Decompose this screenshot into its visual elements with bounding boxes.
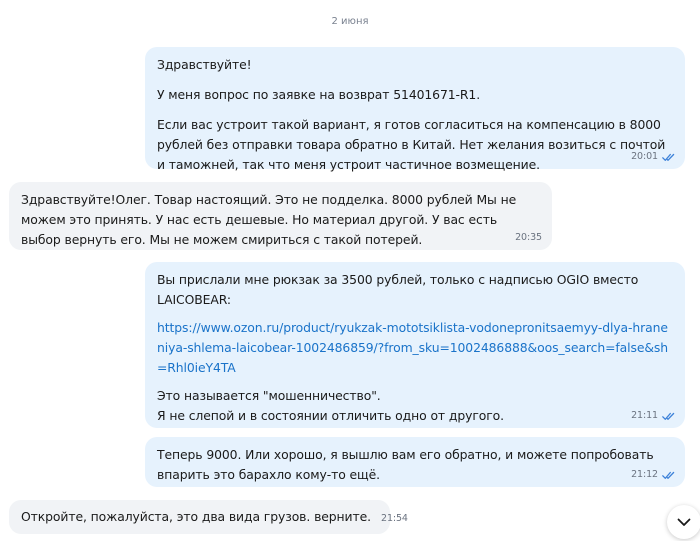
double-check-icon xyxy=(662,412,675,421)
scroll-to-bottom-button[interactable] xyxy=(667,505,700,539)
message-time: 21:12 xyxy=(631,469,658,480)
message-incoming[interactable] xyxy=(9,500,408,534)
chevron-down-icon xyxy=(677,518,691,527)
message-meta xyxy=(381,513,408,525)
message-text: Теперь 9000. Или хорошо, я вышлю вам его обратно, и можете попробовать впарить это барахло кому-то ещё. xyxy=(157,447,654,482)
date-separator: 2 июня xyxy=(331,16,369,27)
message-incoming[interactable] xyxy=(9,182,552,250)
message-time: 21:54 xyxy=(381,513,408,524)
double-check-icon xyxy=(662,471,675,480)
message-text: Я не слепой и в состоянии отличить одно от другого. xyxy=(157,408,504,423)
message-text: Здравствуйте! xyxy=(157,57,252,72)
message-meta xyxy=(515,232,542,244)
message-time: 20:35 xyxy=(515,232,542,243)
message-meta xyxy=(631,151,675,163)
message-text: Здравствуйте!Олег. Товар настоящий. Это не подделка. 8000 рублей Мы не можем это принять. У нас есть дешевые. Но материал другой. У вас есть выбор вернуть его. Мы не можем смириться с такой потерей. xyxy=(21,192,517,247)
message-meta xyxy=(631,469,675,481)
message-outgoing[interactable] xyxy=(145,47,685,172)
message-text: Если вас устроит такой вариант, я готов согласиться на компенсацию в 8000 рублей без отправки товара обратно в Китай. Нет желания возиться с почтой и таможней, так что меня устроит частичное возмещение. xyxy=(157,117,666,172)
message-text: Откройте, пожалуйста, это два вида грузов. верните. xyxy=(21,509,371,524)
message-text: Это называется "мошенничество". xyxy=(157,388,381,403)
double-check-icon xyxy=(662,153,675,162)
message-meta xyxy=(631,410,675,422)
message-time: 20:01 xyxy=(631,151,658,162)
message-text: Вы прислали мне рюкзак за 3500 рублей, только с надписью OGIO вместо LAICOBEAR: xyxy=(157,272,639,307)
product-link[interactable]: https://www.ozon.ru/product/ryukzak-mototsiklista-vodonepronitsaemyy-dlya-hraneniya-shlema-laicobear-1002486859/?from_sku=1002486888&oos_search=false&sh=Rhl0ieY4TA xyxy=(157,320,669,375)
message-time: 21:11 xyxy=(631,410,658,421)
message-outgoing[interactable] xyxy=(145,437,685,487)
message-text: У меня вопрос по заявке на возврат 51401671-R1. xyxy=(157,87,481,102)
message-outgoing[interactable] xyxy=(145,262,685,428)
